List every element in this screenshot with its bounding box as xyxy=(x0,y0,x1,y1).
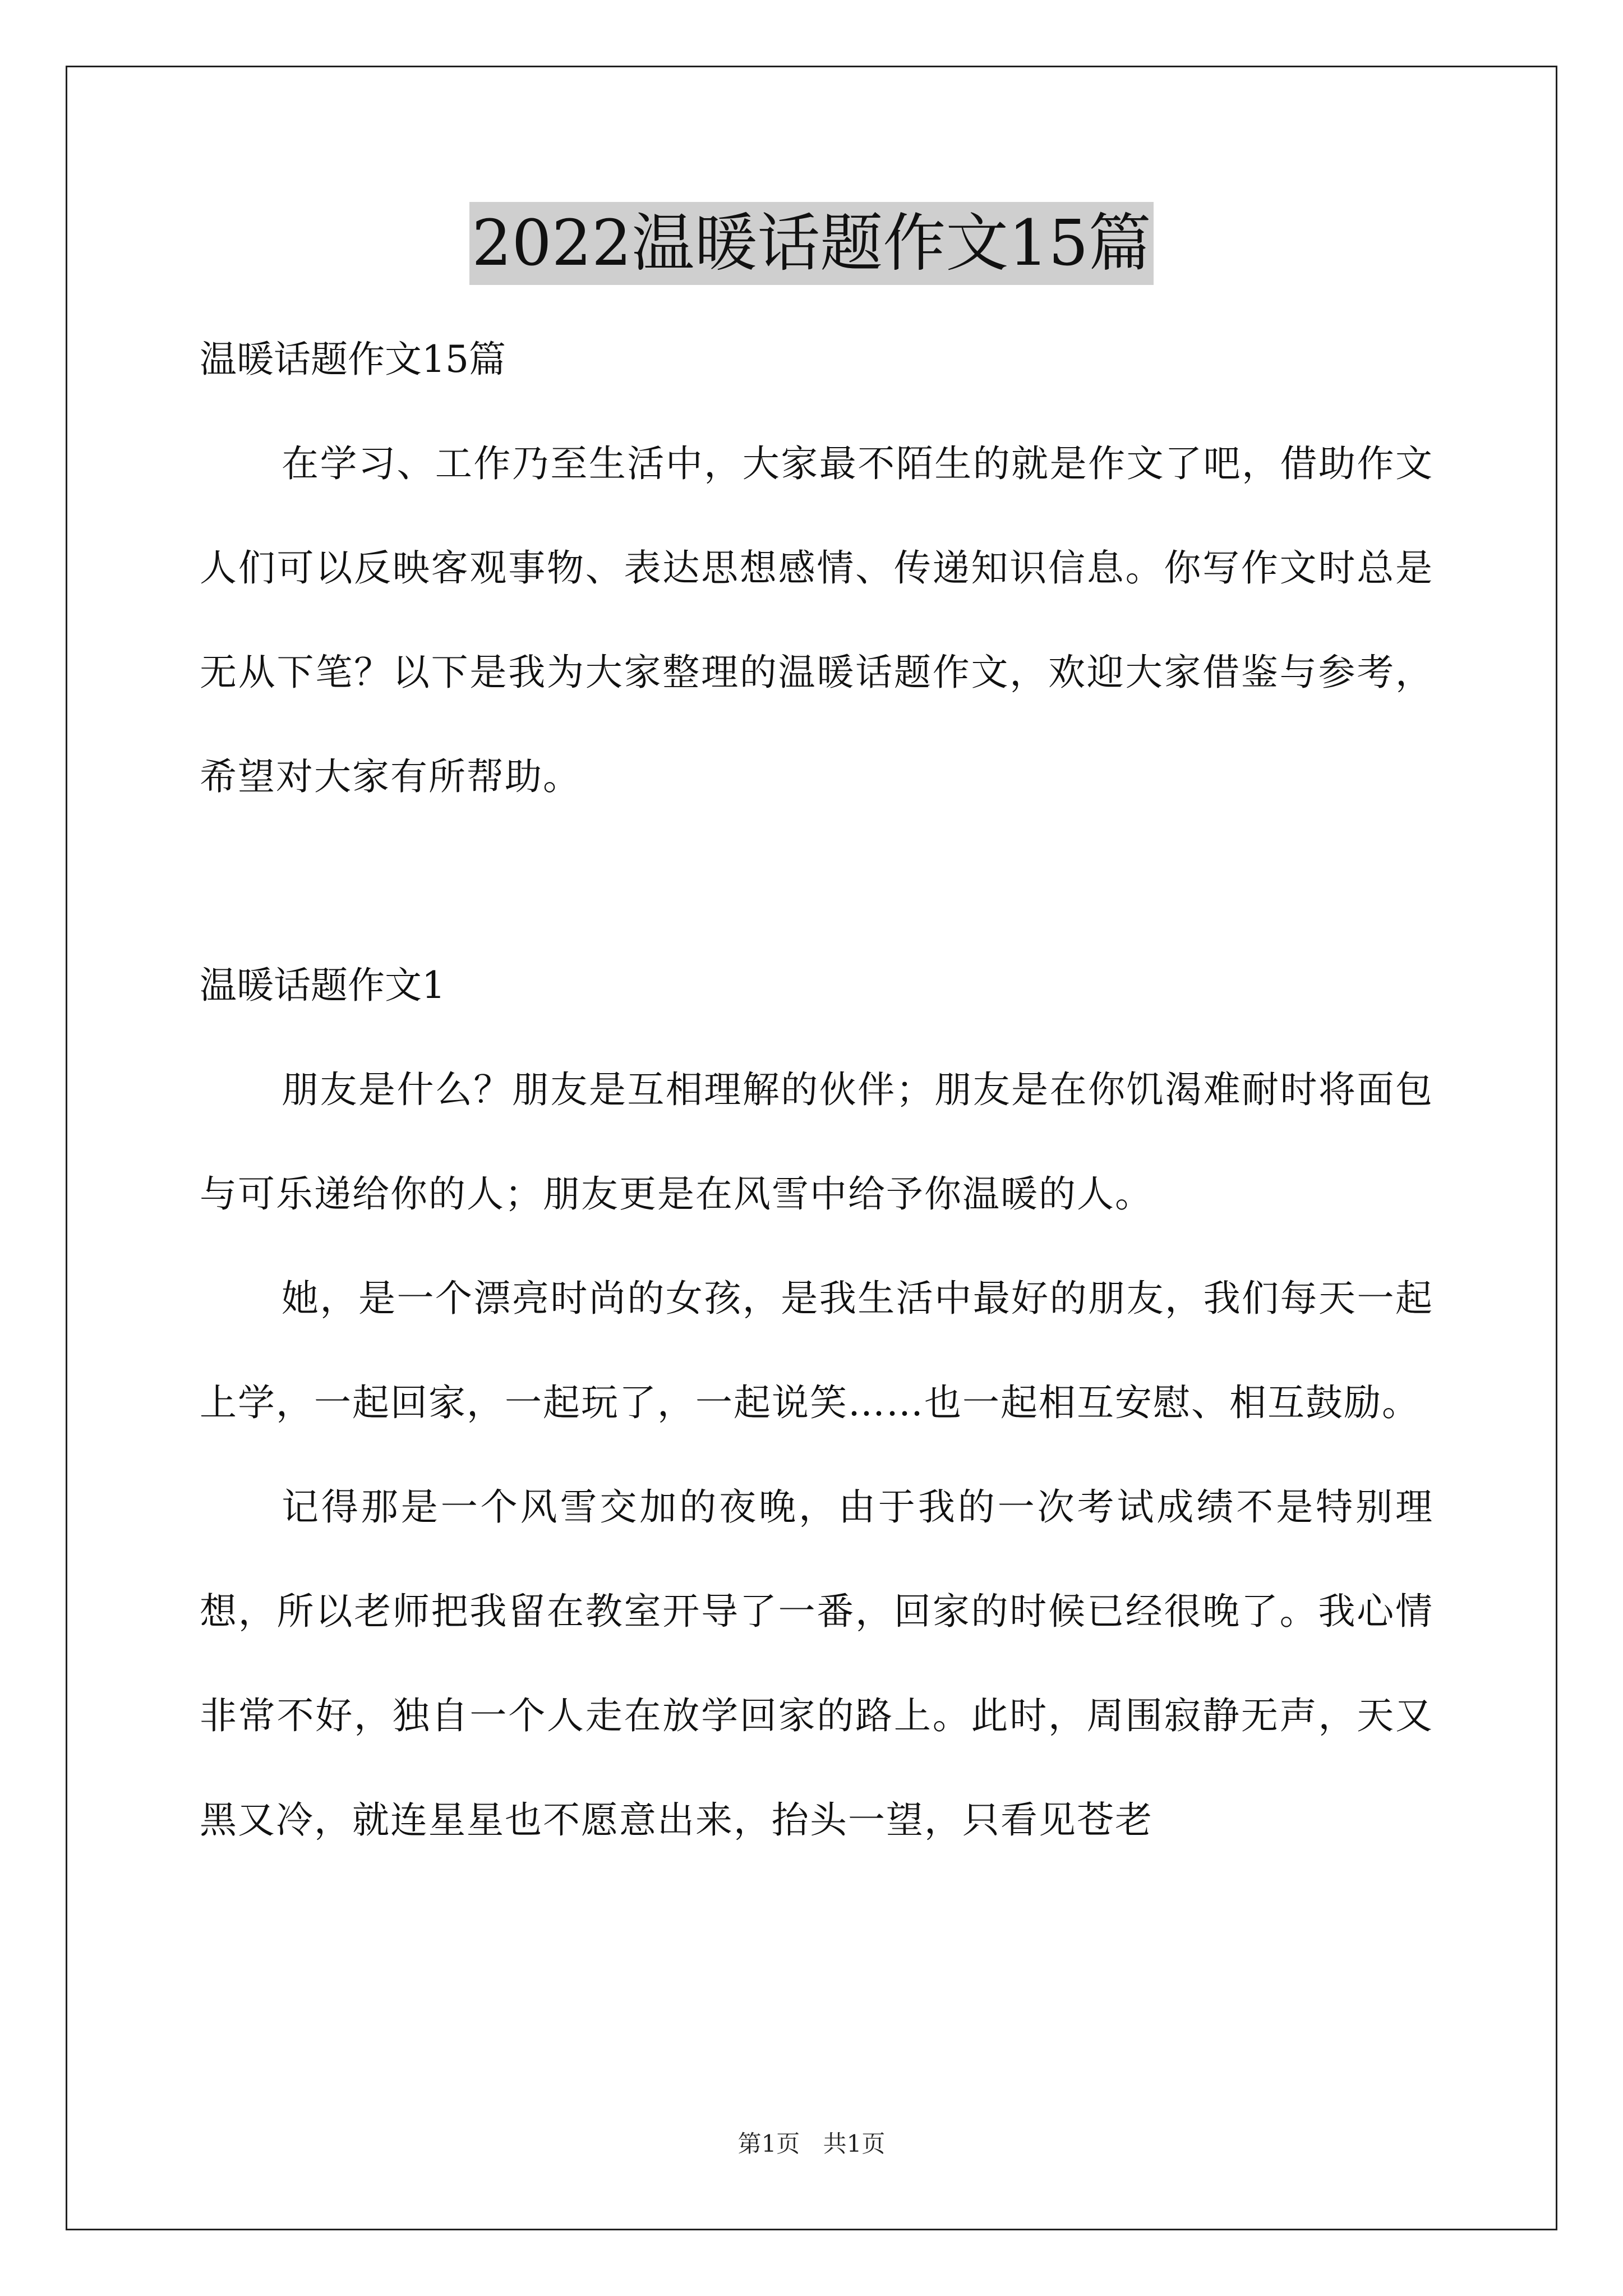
intro-paragraph: 在学习、工作乃至生活中，大家最不陌生的就是作文了吧，借助作文人们可以反映客观事物、表达思想感情、传递知识信息。你写作文时总是无从下笔？以下是我为大家整理的温暖话题作文，欢迎大家借鉴与参考，希望对大家有所帮助。 xyxy=(200,442,1433,798)
document-title: 2022温暖话题作文15篇 xyxy=(469,202,1154,285)
page-number: 第1页 xyxy=(737,2130,800,2157)
document-body xyxy=(200,307,1433,1872)
section1-heading: 温暖话题作文1 xyxy=(200,964,445,1007)
page-footer xyxy=(0,2127,1623,2161)
title-container xyxy=(0,202,1623,285)
section1-paragraph-2: 她，是一个漂亮时尚的女孩，是我生活中最好的朋友，我们每天一起上学，一起回家，一起玩了，一起说笑……也一起相互安慰、相互鼓励。 xyxy=(200,1277,1433,1424)
section1-paragraph-1: 朋友是什么？朋友是互相理解的伙伴；朋友是在你饥渴难耐时将面包与可乐递给你的人；朋友更是在风雪中给予你温暖的人。 xyxy=(200,1068,1433,1216)
section-gap xyxy=(200,829,1433,933)
section1-paragraph-3: 记得那是一个风雪交加的夜晚，由于我的一次考试成绩不是特别理想，所以老师把我留在教室开导了一番，回家的时候已经很晚了。我心情非常不好，独自一个人走在放学回家的路上。此时，周围寂静无声，天又黑又冷，就连星星也不愿意出来，抬头一望，只看见苍老 xyxy=(200,1485,1433,1842)
page-total: 共1页 xyxy=(823,2130,886,2157)
intro-heading: 温暖话题作文15篇 xyxy=(200,338,506,381)
